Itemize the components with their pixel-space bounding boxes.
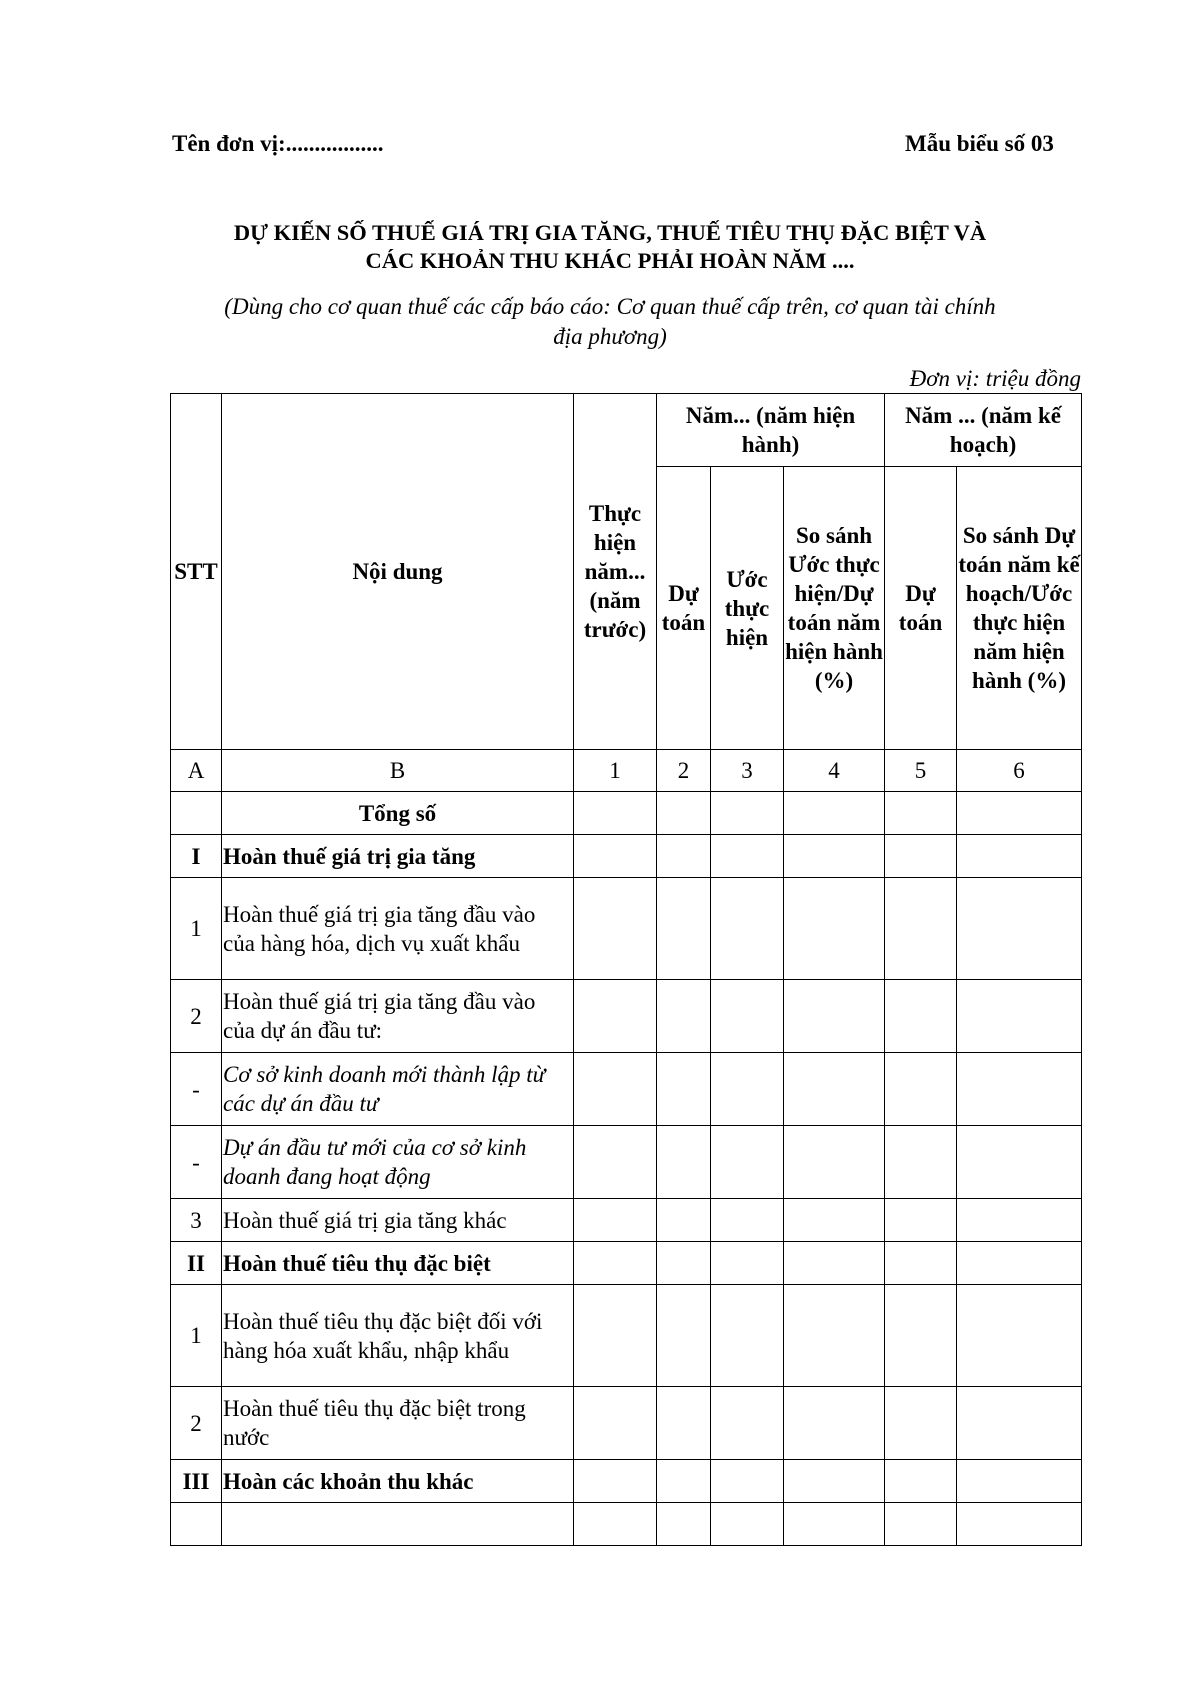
table-row (171, 835, 1082, 878)
table-row (171, 1053, 1082, 1126)
form-number-label: Mẫu biểu số 03 (905, 131, 1054, 156)
row-content: Cơ sở kinh doanh mới thành lập từ các dự án đầu tư (222, 1053, 574, 1126)
document-title (150, 219, 1070, 275)
group-header-plan-year: Năm ... (năm kế hoạch) (885, 394, 1082, 467)
col-header-plan-compare: So sánh Dự toán năm kế hoạch/Ước thực hiện năm hiện hành (%) (957, 467, 1082, 750)
subtitle-line-2: địa phương) (553, 324, 667, 349)
document-subtitle (150, 292, 1070, 352)
index-cell: 6 (957, 750, 1082, 792)
row-content: Hoàn thuế giá trị gia tăng khác (222, 1199, 574, 1242)
row-content: Hoàn các khoản thu khác (222, 1460, 574, 1503)
row-stt: II (171, 1242, 222, 1285)
refund-forecast-table (170, 393, 1082, 1546)
index-cell: B (222, 750, 574, 792)
index-cell: 5 (885, 750, 957, 792)
index-cell: A (171, 750, 222, 792)
row-content: Hoàn thuế tiêu thụ đặc biệt trong nước (222, 1387, 574, 1460)
row-content (222, 1503, 574, 1546)
table-row (171, 1242, 1082, 1285)
row-content-total: Tổng số (222, 792, 574, 835)
index-cell: 4 (784, 750, 885, 792)
table-row (171, 792, 1082, 835)
col-header-plan-estimate: Dự toán (885, 467, 957, 750)
col-header-current-compare: So sánh Ước thực hiện/Dự toán năm hiện hành (%) (784, 467, 885, 750)
table-row (171, 1285, 1082, 1387)
row-stt: III (171, 1460, 222, 1503)
row-content: Hoàn thuế giá trị gia tăng đầu vào của hàng hóa, dịch vụ xuất khẩu (222, 878, 574, 980)
table-row (171, 980, 1082, 1053)
unit-name-label: Tên đơn vị:................. (172, 131, 384, 156)
index-cell: 1 (574, 750, 657, 792)
index-cell: 3 (711, 750, 784, 792)
table-row (171, 878, 1082, 980)
index-row (171, 750, 1082, 792)
row-stt: - (171, 1126, 222, 1199)
row-stt: 1 (171, 878, 222, 980)
header-row-1 (171, 394, 1082, 467)
row-content: Hoàn thuế giá trị gia tăng đầu vào của dự án đầu tư: (222, 980, 574, 1053)
row-stt: 1 (171, 1285, 222, 1387)
row-content: Hoàn thuế tiêu thụ đặc biệt (222, 1242, 574, 1285)
row-content: Hoàn thuế tiêu thụ đặc biệt đối với hàng hóa xuất khẩu, nhập khẩu (222, 1285, 574, 1387)
table-row (171, 1199, 1082, 1242)
col-header-content: Nội dung (222, 394, 574, 750)
col-header-stt: STT (171, 394, 222, 750)
subtitle-line-1: (Dùng cho cơ quan thuế các cấp báo cáo: Cơ quan thuế cấp trên, cơ quan tài chính (224, 294, 996, 319)
unit-note: Đơn vị: triệu đồng (909, 366, 1081, 391)
title-line-1: DỰ KIẾN SỐ THUẾ GIÁ TRỊ GIA TĂNG, THUẾ TIÊU THỤ ĐẶC BIỆT VÀ (233, 220, 987, 245)
table-row (171, 1126, 1082, 1199)
row-stt: 3 (171, 1199, 222, 1242)
row-stt: 2 (171, 1387, 222, 1460)
table-row (171, 1503, 1082, 1546)
index-cell: 2 (657, 750, 711, 792)
title-line-2: CÁC KHOẢN THU KHÁC PHẢI HOÀN NĂM .... (365, 248, 855, 273)
row-stt: - (171, 1053, 222, 1126)
group-header-current-year: Năm... (năm hiện hành) (657, 394, 885, 467)
row-content: Hoàn thuế giá trị gia tăng (222, 835, 574, 878)
col-header-prev-year: Thực hiện năm... (năm trước) (574, 394, 657, 750)
col-header-current-estimate: Dự toán (657, 467, 711, 750)
row-stt: I (171, 835, 222, 878)
row-stt (171, 792, 222, 835)
row-stt: 2 (171, 980, 222, 1053)
row-stt (171, 1503, 222, 1546)
table-row (171, 1460, 1082, 1503)
table-row (171, 1387, 1082, 1460)
col-header-current-expected: Ước thực hiện (711, 467, 784, 750)
row-content: Dự án đầu tư mới của cơ sở kinh doanh đang hoạt động (222, 1126, 574, 1199)
